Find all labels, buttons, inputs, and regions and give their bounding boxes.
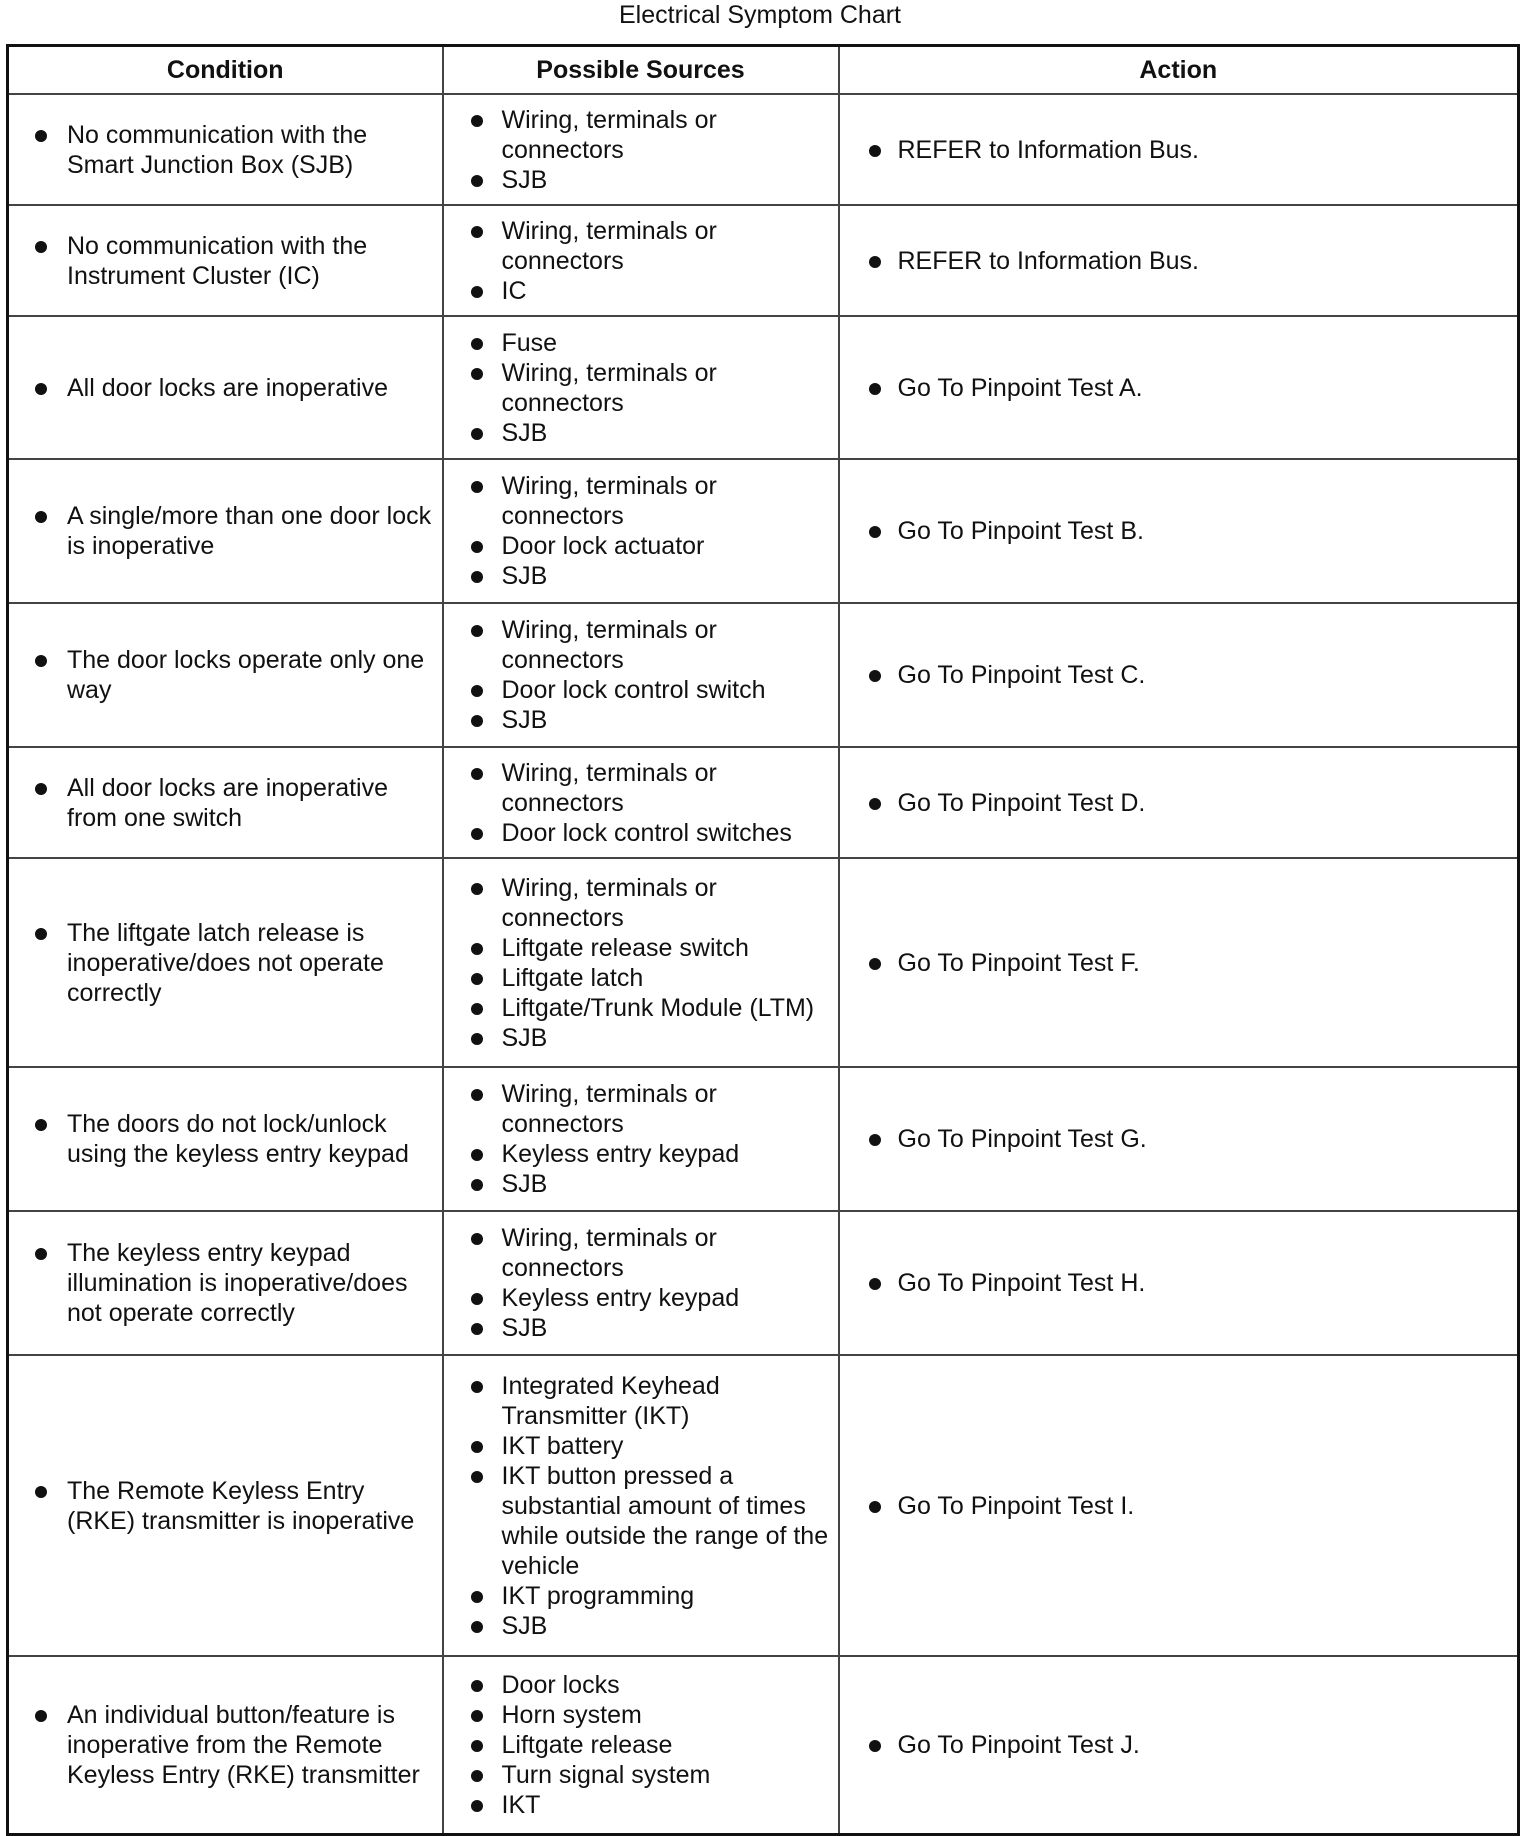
- source-item: Liftgate latch: [444, 963, 832, 993]
- condition-text: The doors do not lock/unlock using the keyless entry keypad: [9, 1109, 436, 1169]
- action-cell: [839, 858, 1519, 1067]
- action-text: Go To Pinpoint Test F.: [840, 948, 1512, 978]
- possible-sources-cell: [443, 747, 839, 858]
- table-row: [8, 94, 1519, 205]
- possible-sources-cell: [443, 858, 839, 1067]
- condition-cell: [8, 205, 443, 316]
- source-item: SJB: [444, 418, 832, 448]
- source-item: IC: [444, 276, 832, 306]
- table-row: [8, 205, 1519, 316]
- table-row: [8, 1211, 1519, 1355]
- condition-cell: [8, 316, 443, 459]
- source-item: Wiring, terminals or connectors: [444, 615, 832, 675]
- source-item: Door lock actuator: [444, 531, 832, 561]
- action-cell: [839, 747, 1519, 858]
- action-text: Go To Pinpoint Test J.: [840, 1730, 1512, 1760]
- condition-text: The keyless entry keypad illumination is inoperative/does not operate correctly: [9, 1238, 436, 1328]
- condition-text: The liftgate latch release is inoperative/does not operate correctly: [9, 918, 436, 1008]
- source-item: Door lock control switches: [444, 818, 832, 848]
- possible-sources-cell: [443, 316, 839, 459]
- action-text: Go To Pinpoint Test B.: [840, 516, 1512, 546]
- header-row: [8, 46, 1519, 95]
- condition-cell: [8, 1067, 443, 1211]
- header-condition: Condition: [8, 46, 443, 95]
- action-text: Go To Pinpoint Test D.: [840, 788, 1512, 818]
- table-row: [8, 858, 1519, 1067]
- condition-cell: [8, 1355, 443, 1656]
- source-item: SJB: [444, 705, 832, 735]
- action-cell: [839, 1355, 1519, 1656]
- source-item: Keyless entry keypad: [444, 1139, 832, 1169]
- action-cell: [839, 205, 1519, 316]
- action-text: REFER to Information Bus.: [840, 246, 1512, 276]
- condition-cell: [8, 459, 443, 603]
- source-item: Horn system: [444, 1700, 832, 1730]
- symptom-table: [6, 44, 1520, 1836]
- possible-sources-cell: [443, 1656, 839, 1834]
- possible-sources-cell: [443, 205, 839, 316]
- action-text: Go To Pinpoint Test H.: [840, 1268, 1512, 1298]
- source-item: Wiring, terminals or connectors: [444, 873, 832, 933]
- source-item: Liftgate release: [444, 1730, 832, 1760]
- source-item: SJB: [444, 1169, 832, 1199]
- action-text: REFER to Information Bus.: [840, 135, 1512, 165]
- action-text: Go To Pinpoint Test I.: [840, 1491, 1512, 1521]
- action-cell: [839, 459, 1519, 603]
- action-cell: [839, 1067, 1519, 1211]
- source-item: Wiring, terminals or connectors: [444, 216, 832, 276]
- action-cell: [839, 316, 1519, 459]
- action-text: Go To Pinpoint Test G.: [840, 1124, 1512, 1154]
- action-cell: [839, 1211, 1519, 1355]
- source-item: Liftgate release switch: [444, 933, 832, 963]
- source-item: SJB: [444, 1611, 832, 1641]
- table-row: [8, 1067, 1519, 1211]
- condition-text: The door locks operate only one way: [9, 645, 436, 705]
- source-item: IKT programming: [444, 1581, 832, 1611]
- source-item: Liftgate/Trunk Module (LTM): [444, 993, 832, 1023]
- condition-cell: [8, 1211, 443, 1355]
- header-possible-sources: Possible Sources: [443, 46, 839, 95]
- source-item: SJB: [444, 561, 832, 591]
- condition-text: All door locks are inoperative: [9, 373, 436, 403]
- source-item: IKT battery: [444, 1431, 832, 1461]
- source-item: Keyless entry keypad: [444, 1283, 832, 1313]
- source-item: IKT: [444, 1790, 832, 1820]
- possible-sources-cell: [443, 603, 839, 747]
- condition-cell: [8, 94, 443, 205]
- source-item: Integrated Keyhead Transmitter (IKT): [444, 1371, 832, 1431]
- source-item: Fuse: [444, 328, 832, 358]
- condition-cell: [8, 858, 443, 1067]
- table-row: [8, 603, 1519, 747]
- possible-sources-cell: [443, 459, 839, 603]
- table-row: [8, 747, 1519, 858]
- condition-text: No communication with the Instrument Cluster (IC): [9, 231, 436, 291]
- source-item: Wiring, terminals or connectors: [444, 471, 832, 531]
- source-item: Wiring, terminals or connectors: [444, 1079, 832, 1139]
- header-action: Action: [839, 46, 1519, 95]
- action-cell: [839, 94, 1519, 205]
- possible-sources-cell: [443, 1355, 839, 1656]
- condition-cell: [8, 603, 443, 747]
- action-cell: [839, 1656, 1519, 1834]
- source-item: SJB: [444, 165, 832, 195]
- source-item: SJB: [444, 1023, 832, 1053]
- condition-text: All door locks are inoperative from one switch: [9, 773, 436, 833]
- source-item: Wiring, terminals or connectors: [444, 758, 832, 818]
- source-item: Wiring, terminals or connectors: [444, 1223, 832, 1283]
- source-item: Wiring, terminals or connectors: [444, 105, 832, 165]
- condition-text: A single/more than one door lock is inoperative: [9, 501, 436, 561]
- possible-sources-cell: [443, 94, 839, 205]
- action-text: Go To Pinpoint Test A.: [840, 373, 1512, 403]
- source-item: Turn signal system: [444, 1760, 832, 1790]
- possible-sources-cell: [443, 1211, 839, 1355]
- source-item: Wiring, terminals or connectors: [444, 358, 832, 418]
- condition-cell: [8, 747, 443, 858]
- source-item: IKT button pressed a substantial amount of times while outside the range of the vehicle: [444, 1461, 832, 1581]
- action-cell: [839, 603, 1519, 747]
- possible-sources-cell: [443, 1067, 839, 1211]
- condition-text: No communication with the Smart Junction Box (SJB): [9, 120, 436, 180]
- source-item: SJB: [444, 1313, 832, 1343]
- table-row: [8, 316, 1519, 459]
- table-row: [8, 1656, 1519, 1834]
- source-item: Door locks: [444, 1670, 832, 1700]
- table-row: [8, 459, 1519, 603]
- condition-text: An individual button/feature is inoperative from the Remote Keyless Entry (RKE) transmitter: [9, 1700, 436, 1790]
- condition-cell: [8, 1656, 443, 1834]
- source-item: Door lock control switch: [444, 675, 832, 705]
- action-text: Go To Pinpoint Test C.: [840, 660, 1512, 690]
- table-row: [8, 1355, 1519, 1656]
- condition-text: The Remote Keyless Entry (RKE) transmitter is inoperative: [9, 1476, 436, 1536]
- chart-title: Electrical Symptom Chart: [618, 1, 902, 29]
